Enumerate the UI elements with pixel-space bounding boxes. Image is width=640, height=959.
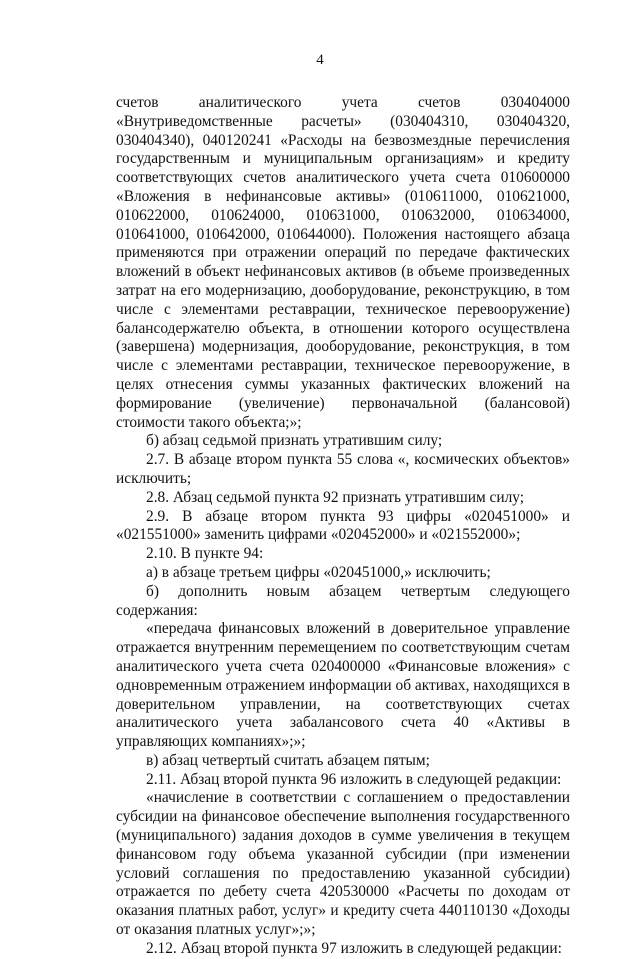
paragraph-2-9: 2.9. В абзаце втором пункта 93 цифры «020451000» и «021551000» заменить цифрами «020452000» и «021552000»;: [116, 507, 570, 544]
document-body: [116, 94, 570, 959]
paragraph-2-10-v: в) абзац четвертый считать абзацем пятым;: [146, 751, 430, 769]
paragraph-quoted-accrual: «начисление в соответствии с соглашением о предоставлении субсидии на финансовое обеспечение выполнения государственного (муниципального) задания доходов в сумме увеличения в текущем финансовом году объема указанной субсидии (при изменении условий соглашения по предоставлению указанной субсидии) отражается по дебету счета 420530000 «Расчеты по доходам от оказания платных работ, услуг» и кредиту счета 440110130 «Доходы от оказания платных услуг»;»;: [116, 789, 570, 939]
paragraph-2-10-a: а) в абзаце третьем цифры «020451000,» исключить;: [146, 563, 491, 581]
paragraph-2-7: 2.7. В абзаце втором пункта 55 слова «, космических объектов» исключить;: [116, 451, 570, 487]
paragraph-quoted-transfer: «передача финансовых вложений в доверительное управление отражается внутренним перемещением по соответствующим счетам аналитического учета счета 020400000 «Финансовые вложения» с одновременным отражением информации об активах, находящихся в доверительном управлении, на соответствующих счетах аналитического учета забалансового счета 40 «Активы в управляющих компаниях»;»;: [116, 620, 570, 751]
paragraph-2-12: 2.12. Абзац второй пункта 97 изложить в следующей редакции:: [146, 939, 562, 957]
paragraph-2-10-b: б) дополнить новым абзацем четвертым следующего содержания:: [116, 582, 570, 619]
paragraph-2-8: 2.8. Абзац седьмой пункта 92 признать утратившим силу;: [146, 488, 525, 506]
paragraph-2-11: 2.11. Абзац второй пункта 96 изложить в следующей редакции:: [146, 770, 562, 788]
paragraph-2-10: 2.10. В пункте 94:: [146, 545, 264, 563]
page-number: 4: [316, 52, 324, 68]
paragraph-continuation: счетов аналитического учета счетов 030404000 «Внутриведомственные расчеты» (030404310, 030404320, 030404340), 040120241 «Расходы на безвозмездные перечисления государственным и муниципальным организациям» и кредиту соответствующих счетов аналитического учета счета 010600000 «Вложения в нефинансовые активы» (010611000, 010621000, 010622000, 010624000, 010631000, 010632000, 010634000, 010641000, 010642000, 010644000). Положения настоящего абзаца применяются при отражении операций по передаче фактических вложений в объект нефинансовых активов (в объеме произведенных затрат на его модернизацию, дооборудование, реконструкцию, в том числе с элементами реставрации, техническое перевооружение) балансодержателю объекта, в отношении которого осуществлена (завершена) модернизация, дооборудование, реконструкция, в том числе с элементами реставрации, техническое перевооружение, в целях отнесения суммы указанных фактических вложений на формирование (увеличение) первоначальной (балансовой) стоимости такого объекта;»;: [116, 94, 570, 431]
paragraph-b-seventh: б) абзац седьмой признать утратившим силу;: [146, 432, 443, 450]
